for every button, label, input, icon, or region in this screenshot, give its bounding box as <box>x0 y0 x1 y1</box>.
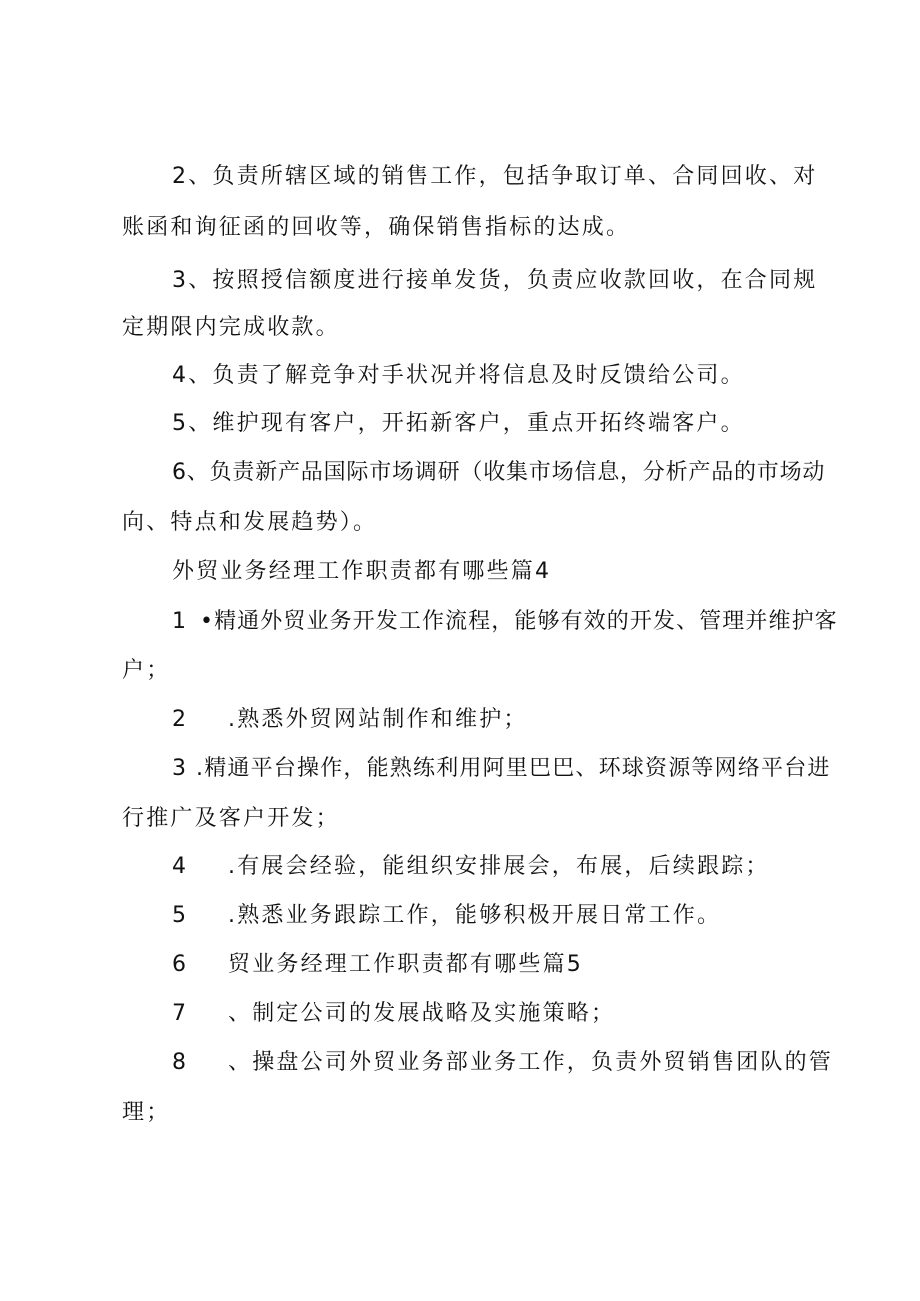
list-item-continuation: 户； <box>122 658 171 683</box>
list-item-number: 5 <box>172 903 186 928</box>
paragraph-6-line-2: 向、特点和发展趋势）。 <box>122 510 378 535</box>
list-item-number: 1 <box>172 609 186 634</box>
paragraph-4: 4、负责了解竞争对手状况并将信息及时反馈给公司。 <box>172 363 745 388</box>
list-item-text: .有展会经验，能组织安排展会，布展，后续跟踪； <box>228 854 770 879</box>
list-item-text: .精通平台操作，能熟练利用阿里巴巴、环球资源等网络平台进 <box>196 756 831 781</box>
list-item-number: 2 <box>172 707 186 732</box>
list-item-number: 6 <box>172 952 186 977</box>
section-heading-4: 外贸业务经理工作职责都有哪些篇4 <box>172 559 552 584</box>
paragraph-3-line-1: 3、按照授信额度进行接单发货，负责应收款回收，在合同规 <box>172 268 818 293</box>
list-item-continuation: 理； <box>122 1100 171 1125</box>
list-item-text: .熟悉业务跟踪工作，能够积极开展日常工作。 <box>228 903 722 928</box>
list-item-text: •精通外贸业务开发工作流程，能够有效的开发、管理并维护客 <box>200 609 838 634</box>
list-item-text: 、操盘公司外贸业务部业务工作，负责外贸销售团队的管 <box>228 1050 834 1075</box>
paragraph-3-line-2: 定期限内完成收款。 <box>122 315 340 340</box>
paragraph-5: 5、维护现有客户，开拓新客户，重点开拓终端客户。 <box>172 411 745 436</box>
paragraph-6-line-1: 6、负责新产品国际市场调研（收集市场信息，分析产品的市场动 <box>172 460 826 485</box>
list-item-text: 贸业务经理工作职责都有哪些篇5 <box>228 952 583 977</box>
list-item-number: 7 <box>172 1001 186 1026</box>
list-item-number: 4 <box>172 854 186 879</box>
list-item-number: 8 <box>172 1050 186 1075</box>
list-item-text: .熟悉外贸网站制作和维护； <box>228 707 528 732</box>
list-item-number: 3 <box>172 756 186 781</box>
list-item-continuation: 行推广及客户开发； <box>122 806 340 831</box>
paragraph-2-line-1: 2、负责所辖区域的销售工作，包括争取订单、合同回收、对 <box>172 164 818 189</box>
paragraph-2-line-2: 账函和询征函的回收等，确保销售指标的达成。 <box>122 215 631 240</box>
list-item-text: 、制定公司的发展战略及实施策略； <box>228 1001 616 1026</box>
